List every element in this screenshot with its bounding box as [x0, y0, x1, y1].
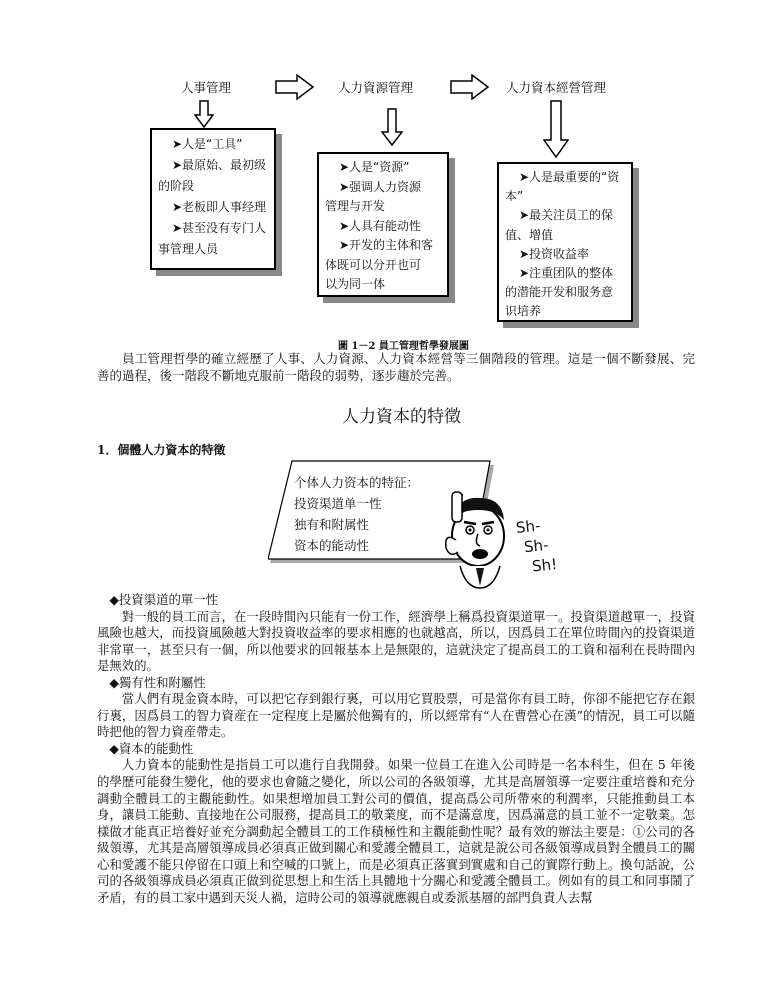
box-line: ➤投资收益率	[519, 246, 590, 261]
stage-box-hr	[317, 152, 449, 297]
box-line: 值、增值	[505, 227, 554, 242]
stage-box-human-capital	[497, 162, 633, 322]
intro-paragraph	[97, 351, 695, 385]
body-text	[97, 592, 695, 906]
box-line: ➤人是“工具”	[172, 137, 243, 151]
subheading: 1．個體人力資本的特徵	[97, 443, 226, 457]
shushing-cartoon-icon	[436, 488, 516, 592]
bullet-heading: ◆投資渠道的單一性	[109, 592, 219, 607]
box-line: ➤人是“资源”	[339, 160, 410, 174]
panel-item: 独有和附属性	[294, 517, 370, 532]
stage-label-human-capital: 人力資本經營管理	[506, 80, 607, 95]
box-line: ➤人是最重要的“资	[519, 170, 620, 184]
speech-line: Sh!	[531, 555, 558, 576]
section-title: 人力資本的特徵	[342, 407, 461, 427]
right-arrow-icon	[450, 74, 490, 100]
down-arrow-icon	[381, 108, 403, 146]
box-line: 识培养	[505, 304, 542, 319]
body-paragraph: 人力資本的能動性是指員工可以進行自我開發。如果一位員工在進入公司時是一名本科生，但在 5 年後的學歷可能發生變化，他的要求也會隨之變化，所以公司的各級領導，尤其是高層領導一定要注重培養和充分調動全體員工的主觀能動性。如果想增加員工對公司的價值，提高爲公司所帶來的利潤率，只能推動員工本身，讓員工能動、直接地在公司服務，提高員工的敬業度，而不是滿意度，因爲滿意的員工並不一定敬業。怎樣做才能真正培養好並充分調動起全體員工的工作積極性和主觀能動性呢？最有效的辦法主要是：①公司的各級領導，尤其是高層領導成員必須真正做到關心和愛護全體員工，這就是說公司各級領導成員對全體員工的關心和愛護不能只停留在口頭上和空喊的口號上，而是必須真正落實到實處和自己的實際行動上。換句話說，公司的各級領導成員必須真正做到從思想上和生活上具體地十分關心和愛護全體員工。例如有的員工和同事鬧了矛盾，有的員工家中遇到天災人禍，這時公司的領導就應親自或委派基層的部門負責人去幫	[97, 757, 695, 905]
right-arrow-icon	[275, 74, 315, 100]
down-arrow-icon	[543, 100, 569, 158]
box-line: ➤甚至没有专门人	[172, 221, 267, 235]
box-line: 体既可以分开也可	[325, 257, 422, 272]
panel-item: 投资渠道单一性	[294, 496, 382, 511]
box-line: ➤开发的主体和客	[339, 238, 434, 252]
panel-title: 个体人力资本的特征：	[294, 475, 420, 490]
speech-text	[515, 514, 558, 578]
box-line: 的阶段	[158, 179, 195, 193]
body-paragraph: 對一般的員工而言，在一段時間內只能有一份工作，經濟學上稱爲投資渠道單一。投資渠道越單一，投資風險也越大，而投資風險越大對投資收益率的要求相應的也就越高，所以，因爲員工在單位時間內的投資渠道非常單一，甚至只有一個，所以他要求的回報基本上是無限的，這就決定了提高員工的工資和福利在長時間內是無效的。	[97, 608, 695, 674]
box-line: ➤注重团队的整体	[519, 266, 614, 281]
box-line: 本”	[505, 189, 524, 204]
box-line: 以为同一体	[325, 277, 386, 291]
speech-line: Sh-	[515, 516, 542, 537]
speech-line: Sh-	[523, 535, 550, 557]
box-line: ➤最关注员工的保	[519, 208, 614, 223]
box-line: ➤老板即人事经理	[172, 200, 267, 214]
stage-label-personnel: 人事管理	[181, 80, 232, 95]
box-line: 管理与开发	[325, 199, 386, 213]
box-line: ➤最原始、最初级	[172, 158, 267, 172]
box-line: ➤强调人力资源	[339, 179, 422, 194]
bullet-heading: ◆資本的能動性	[109, 740, 194, 756]
panel-item: 资本的能动性	[294, 538, 370, 553]
box-line: 事管理人员	[158, 242, 219, 256]
figure-caption: 圖 1－2 員工管理哲學發展圖	[338, 341, 469, 352]
intro-text: 員工管理哲學的確立經歷了人事、人力資源、人力資本經營等三個階段的管理。這是一個不斷發展、完善的過程，後一階段不斷地克服前一階段的弱勢，逐步趨於完善。	[97, 351, 695, 383]
body-paragraph: 當人們有現金資本時，可以把它存到銀行裏，可以用它買股票，可是當你有員工時，你卻不能把它存在銀行裏，因爲員工的智力資産在一定程度上是屬於他獨有的，所以經常有“人在曹營心在漢”的情況，員工可以隨時把他的智力資産帶走。	[97, 691, 695, 740]
panel-text	[294, 472, 419, 556]
down-arrow-icon	[194, 100, 214, 128]
stage-label-hr: 人力資源管理	[338, 80, 414, 95]
box-line: ➤人具有能动性	[339, 218, 422, 233]
bullet-heading: ◆獨有性和附屬性	[109, 674, 206, 690]
box-line: 的潜能开发和服务意	[505, 285, 614, 300]
stage-box-personnel	[150, 128, 276, 270]
